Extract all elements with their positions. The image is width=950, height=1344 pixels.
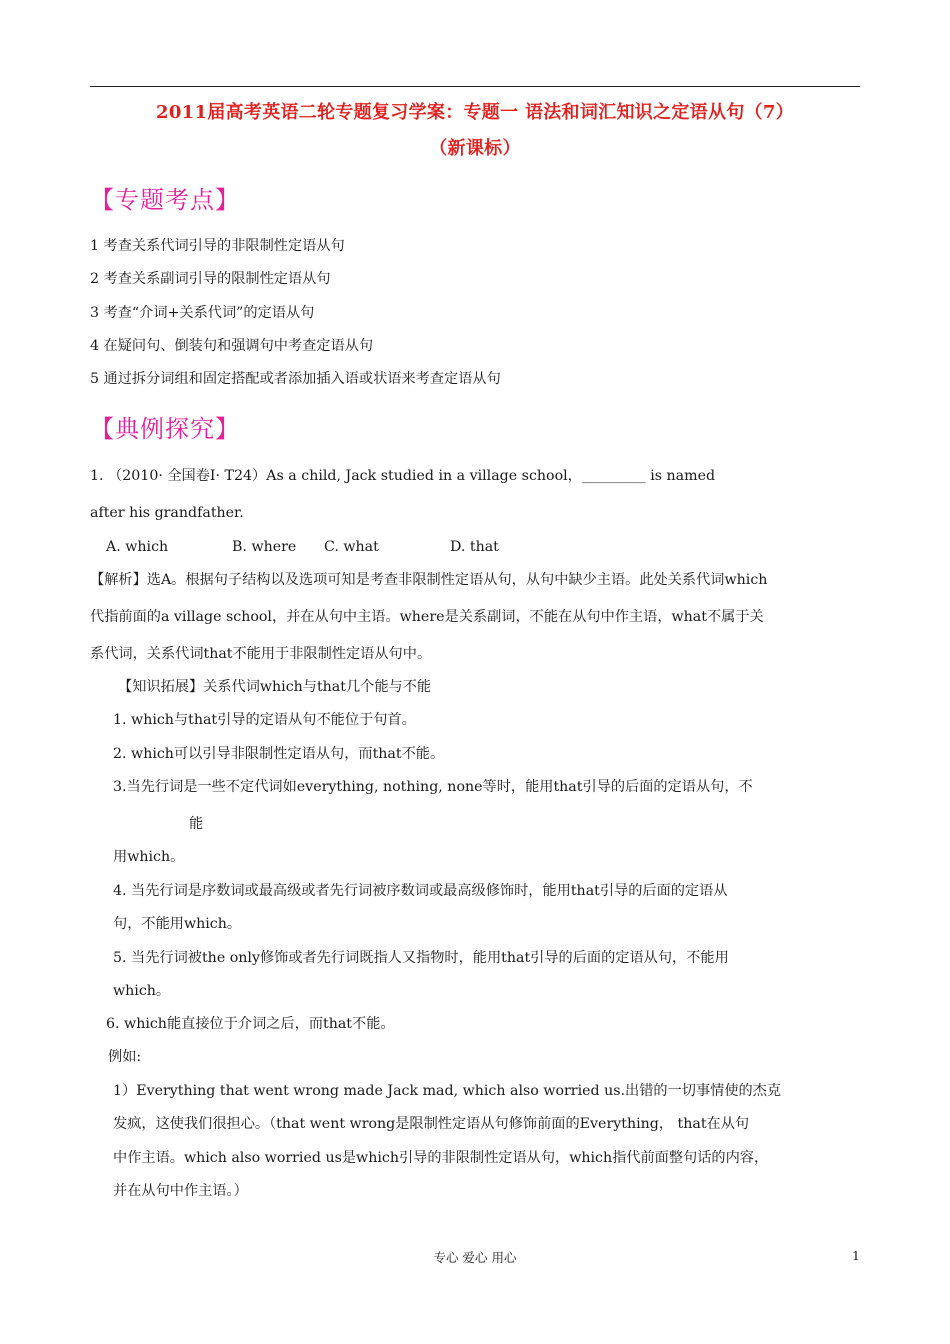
extension-header: 【知识拓展】关系代词which与that几个能与不能	[118, 679, 432, 695]
extension-item: 能	[189, 816, 204, 832]
analysis-text: 【解析】选A。根据句子结构以及选项可知是考查非限制性定语从句，从句中缺少主语。此处关系代词which	[90, 572, 768, 588]
extension-item: 6. which能直接位于介词之后，而that不能。	[106, 1016, 395, 1032]
extension-item: 用which。	[113, 849, 185, 865]
point-item: 1 考查关系代词引导的非限制性定语从句	[90, 238, 345, 254]
example-label: 例如:	[108, 1049, 142, 1065]
point-item: 5 通过拆分词组和固定搭配或者添加插入语或状语来考查定语从句	[90, 371, 501, 387]
section-header-points: 【专题考点】	[90, 186, 240, 214]
extension-item: 4. 当先行词是序数词或最高级或者先行词被序数词或最高级修饰时，能用that引导的后面的定语从	[113, 883, 728, 899]
question-text: 1. （2010· 全国卷Ⅰ· T24）As a child, Jack studied in a village school，_________ is named	[90, 468, 716, 484]
extension-item: 1. which与that引导的定语从句不能位于句首。	[113, 712, 416, 728]
option-d: D. that	[450, 539, 499, 555]
option-a: A. which	[106, 539, 169, 555]
section-header-examples: 【典例探究】	[90, 415, 240, 443]
extension-item: which。	[113, 983, 171, 999]
document-title: 2011届高考英语二轮专题复习学案：专题一 语法和词汇知识之定语从句（7）	[156, 102, 794, 123]
document-subtitle: （新课标）	[429, 138, 521, 159]
analysis-text: 系代词，关系代词that不能用于非限制性定语从句中。	[90, 646, 432, 662]
header-rule	[90, 86, 860, 87]
question-text: after his grandfather.	[90, 505, 244, 521]
analysis-text: 代指前面的a village school，并在从句中主语。where是关系副词，不能在从句中作主语，what不属于关	[90, 609, 764, 625]
point-item: 2 考查关系副词引导的限制性定语从句	[90, 271, 331, 287]
example-text: 发疯，这使我们很担心。（that went wrong是限制性定语从句修饰前面的Everything， that在从句	[113, 1116, 750, 1132]
point-item: 3 考查“介词+关系代词”的定语从句	[90, 305, 315, 321]
point-item: 4 在疑问句、倒装句和强调句中考查定语从句	[90, 338, 374, 354]
page-footer: 专心 爱心 用心	[433, 1250, 517, 1265]
example-text: 中作主语。which also worried us是which引导的非限制性定语从句，which指代前面整句话的内容，	[113, 1150, 769, 1166]
extension-item: 句，不能用which。	[113, 916, 242, 932]
example-text: 并在从句中作主语。）	[113, 1183, 248, 1199]
option-c: C. what	[324, 539, 379, 555]
option-b: B. where	[232, 539, 297, 555]
extension-item: 3.当先行词是一些不定代词如everything, nothing, none等时，能用that引导的后面的定语从句，不	[113, 779, 753, 795]
example-text: 1）Everything that went wrong made Jack mad, which also worried us.出错的一切事情使的杰克	[113, 1083, 782, 1099]
page-number: 1	[852, 1248, 860, 1263]
extension-item: 5. 当先行词被the only修饰或者先行词既指人又指物时，能用that引导的后面的定语从句，不能用	[113, 950, 729, 966]
extension-item: 2. which可以引导非限制性定语从句，而that不能。	[113, 746, 445, 762]
